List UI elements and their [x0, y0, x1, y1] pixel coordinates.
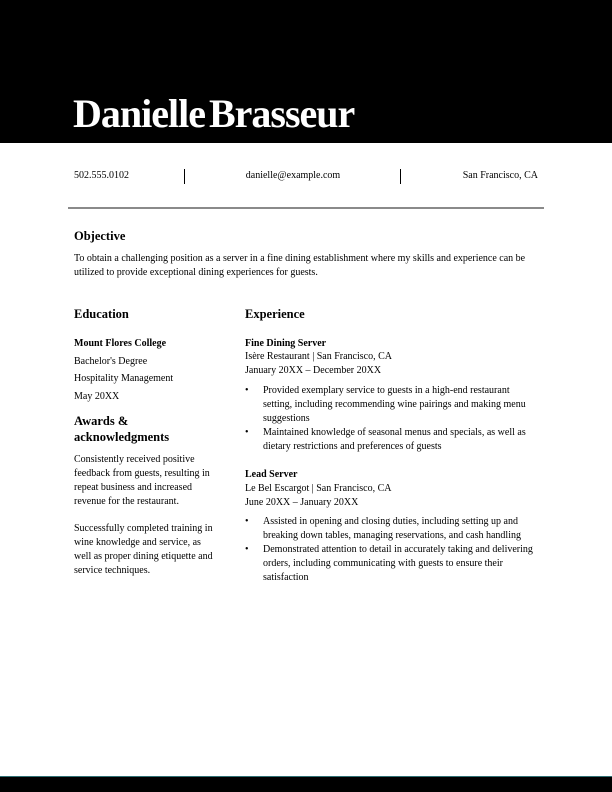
job-bullets [245, 384, 537, 454]
job-dates: January 20XX – December 20XX [245, 365, 382, 376]
job-title: Fine Dining Server [245, 338, 327, 349]
last-name: Brasseur [208, 91, 355, 136]
education-school: Mount Flores College [74, 338, 167, 349]
job-bullet: • Maintained knowledge of seasonal menus and specials, as well as dietary restrictions and preferences of guests [245, 426, 537, 454]
header-rule [68, 207, 544, 209]
job-company: Le Bel Escargot | San Francisco, CA [245, 483, 392, 494]
objective-text: To obtain a challenging position as a server in a fine dining establishment where my skills and experience can be utilized to provide exceptional dining experiences for guests. [74, 253, 526, 278]
contact-location: San Francisco, CA [462, 170, 538, 181]
awards-heading: Awards & acknowledgments [74, 414, 170, 444]
award-item: Successfully completed training in wine knowledge and service, as well as proper dining etiquette and service techniques. [74, 523, 213, 576]
contact-divider [184, 169, 185, 184]
contact-phone: 502.555.0102 [74, 170, 129, 181]
first-name: Danielle [73, 91, 205, 136]
contact-divider [400, 169, 401, 184]
job-dates: June 20XX – January 20XX [245, 497, 359, 508]
education-date: May 20XX [74, 391, 120, 402]
job-title: Lead Server [245, 469, 298, 480]
job-bullet: • Demonstrated attention to detail in accurately taking and delivering orders, including communicating with guests to ensure their satisfaction [245, 543, 537, 585]
award-item: Consistently received positive feedback from guests, resulting in repeat business and increased revenue for the restaurant. [74, 454, 210, 507]
job-bullets [245, 515, 537, 585]
job-bullet: • Assisted in opening and closing duties, including setting up and breaking down tables, managing reservations, and cash handling [245, 515, 537, 543]
job-company: Isère Restaurant | San Francisco, CA [245, 351, 392, 362]
education-heading: Education [74, 307, 129, 321]
experience-heading: Experience [245, 307, 305, 321]
contact-email: danielle@example.com [245, 170, 341, 181]
objective-heading: Objective [74, 229, 126, 243]
education-major: Hospitality Management [74, 373, 174, 384]
footer-band [0, 776, 612, 792]
footer-accent-line [0, 776, 612, 777]
candidate-name [73, 92, 354, 136]
job-bullet: • Provided exemplary service to guests in a high-end restaurant setting, including recommending wine pairings and making menu suggestions [245, 384, 537, 426]
education-degree: Bachelor's Degree [74, 356, 148, 367]
